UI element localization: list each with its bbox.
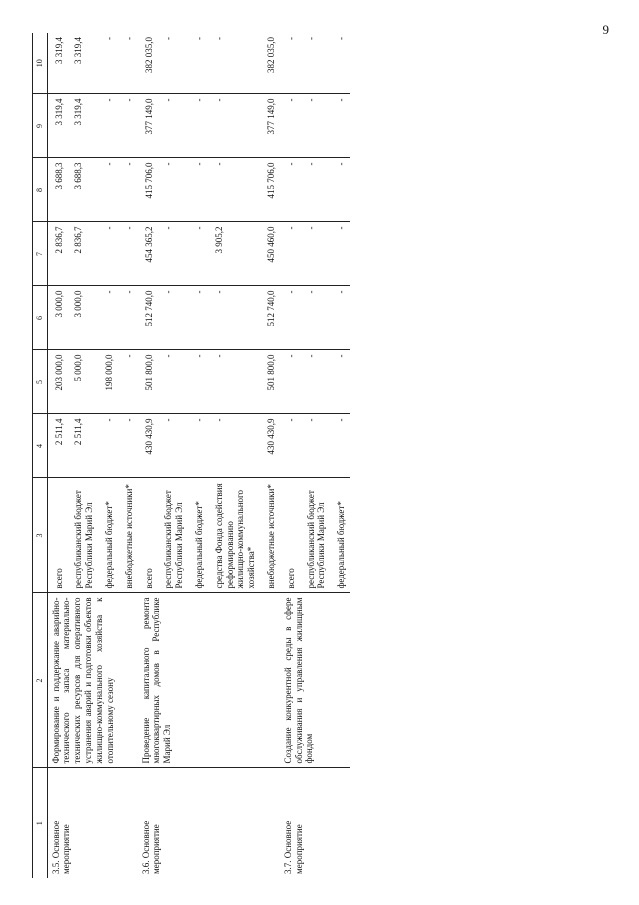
amount-cell: 430 430,9 [138, 414, 158, 478]
amount-cell: - [300, 286, 331, 350]
column-header: 7 [33, 222, 48, 286]
amount-cell: - [330, 286, 350, 350]
amount-cell: - [330, 158, 350, 222]
amount-cell: - [98, 94, 118, 158]
amount-cell: - [188, 94, 208, 158]
amount-cell: - [300, 350, 331, 414]
measure-number-cell: 3.5. Основное мероприятие [47, 768, 137, 878]
amount-cell: 3 319,4 [73, 37, 84, 64]
amount-cell: - [98, 286, 118, 350]
amount-cell: 415 706,0 [138, 158, 158, 222]
amount-cell: 377 149,0 [138, 94, 158, 158]
amount-cell: - [285, 37, 296, 40]
page-number: 9 [602, 22, 609, 37]
amount-cell: 501 800,0 [260, 350, 280, 414]
amount-cell: - [157, 414, 188, 478]
amount-cell: - [193, 37, 204, 40]
funding-source-cell: внебюджетные источники* [118, 478, 138, 593]
amount-cell: - [118, 286, 138, 350]
amount-cell: - [188, 158, 208, 222]
amount-cell: 454 365,2 [138, 222, 158, 286]
amount-cell: - [157, 158, 188, 222]
amount-cell: - [157, 286, 188, 350]
amount-cell: - [163, 37, 174, 40]
amount-cell: 3 000,0 [47, 286, 67, 350]
amount-cell: - [280, 94, 300, 158]
amount-cell: - [118, 414, 138, 478]
amount-cell: - [300, 158, 331, 222]
column-header: 1 [33, 768, 48, 878]
amount-cell: 377 149,0 [260, 94, 280, 158]
funding-source-cell: федеральный бюджет* [188, 478, 208, 593]
table-row [280, 33, 300, 878]
amount-cell: - [300, 222, 331, 286]
amount-cell: - [305, 37, 316, 40]
amount-cell: 2 836,7 [47, 222, 67, 286]
amount-cell: 3 688,3 [47, 158, 67, 222]
amount-cell: - [118, 158, 138, 222]
amount-cell: 2 511,4 [67, 414, 98, 478]
amount-cell: - [280, 286, 300, 350]
funding-source-cell: федеральный бюджет* [98, 478, 118, 593]
amount-cell: - [188, 222, 208, 286]
amount-cell: 501 800,0 [138, 350, 158, 414]
amount-cell: 512 740,0 [260, 286, 280, 350]
funding-source-cell: всего [47, 478, 67, 593]
table-row [138, 33, 158, 878]
amount-cell: - [280, 222, 300, 286]
column-header: 10 [33, 33, 48, 94]
amount-cell: 2 511,4 [47, 414, 67, 478]
funding-source-cell: республиканский бюджет Республики Марий Эл [300, 478, 331, 593]
amount-cell: - [118, 94, 138, 158]
amount-cell: 3 319,4 [53, 37, 64, 64]
table-body [47, 33, 350, 878]
column-header: 3 [33, 478, 48, 593]
amount-cell: - [330, 350, 350, 414]
amount-cell: 3 905,2 [208, 222, 260, 286]
funding-source-cell: федеральный бюджет* [330, 478, 350, 593]
amount-cell: - [157, 222, 188, 286]
funding-source-cell: республиканский бюджет Республики Марий Эл [157, 478, 188, 593]
amount-cell: - [300, 414, 331, 478]
column-header: 5 [33, 350, 48, 414]
funding-source-cell: всего [280, 478, 300, 593]
amount-cell: - [208, 94, 260, 158]
amount-cell: - [330, 94, 350, 158]
funding-source-cell: внебюджетные источники* [260, 478, 280, 593]
amount-cell: - [330, 414, 350, 478]
column-header: 9 [33, 94, 48, 158]
amount-cell: 198 000,0 [98, 350, 118, 414]
amount-cell: - [188, 350, 208, 414]
amount-cell: 450 460,0 [260, 222, 280, 286]
amount-cell: - [118, 222, 138, 286]
table-header [33, 33, 48, 878]
amount-cell: - [98, 222, 118, 286]
amount-cell: - [98, 158, 118, 222]
amount-cell: 430 430,9 [260, 414, 280, 478]
amount-cell: - [330, 222, 350, 286]
amount-cell: - [188, 414, 208, 478]
amount-cell: 3 688,3 [67, 158, 98, 222]
measure-name-cell: Проведение капитального ремонта многоквартирных домов в Республике Марий Эл [138, 593, 280, 768]
amount-cell: - [208, 158, 260, 222]
amount-cell: - [208, 350, 260, 414]
funding-source-cell: средства Фонда содействия реформированию жилищно-коммунального хозяйства* [208, 478, 260, 593]
amount-cell: - [280, 158, 300, 222]
amount-cell: 3 319,4 [47, 94, 67, 158]
amount-cell: - [213, 37, 224, 40]
amount-cell: - [280, 350, 300, 414]
amount-cell: - [157, 350, 188, 414]
amount-cell: - [157, 94, 188, 158]
amount-cell: - [336, 37, 347, 40]
amount-cell: 512 740,0 [138, 286, 158, 350]
measure-name-cell: Формирование и поддержание аварийно-технического запаса материально-технических ресурсов для оперативного устранения аварий и подготовки объектов жилищно-коммунального хозяйства к отопительному сезону [47, 593, 137, 768]
amount-cell: 382 035,0 [265, 37, 276, 73]
amount-cell: - [188, 286, 208, 350]
amount-cell: - [118, 350, 138, 414]
column-header: 4 [33, 414, 48, 478]
measure-number-cell: 3.6. Основное мероприятие [138, 768, 280, 878]
budget-table [32, 33, 350, 878]
amount-cell: 3 000,0 [67, 286, 98, 350]
amount-cell: 5 000,0 [67, 350, 98, 414]
rotated-page [32, 33, 622, 878]
amount-cell: 415 706,0 [260, 158, 280, 222]
funding-source-cell: всего [138, 478, 158, 593]
amount-cell: 382 035,0 [143, 37, 154, 73]
amount-cell: - [123, 37, 134, 40]
column-header: 8 [33, 158, 48, 222]
table-row [47, 33, 67, 878]
amount-cell: - [300, 94, 331, 158]
amount-cell: - [208, 414, 260, 478]
amount-cell: - [208, 286, 260, 350]
amount-cell: 3 319,4 [67, 94, 98, 158]
measure-number-cell: 3.7. Основное мероприятие [280, 768, 350, 878]
column-header: 6 [33, 286, 48, 350]
funding-source-cell: республиканский бюджет Республики Марий Эл [67, 478, 98, 593]
amount-cell: - [103, 37, 114, 40]
amount-cell: - [98, 414, 118, 478]
amount-cell: - [280, 414, 300, 478]
measure-name-cell: Создание конкурентной среды в сфере обслуживания и управления жилищным фондом [280, 593, 350, 768]
column-header: 2 [33, 593, 48, 768]
amount-cell: 203 000,0 [47, 350, 67, 414]
amount-cell: 2 836,7 [67, 222, 98, 286]
